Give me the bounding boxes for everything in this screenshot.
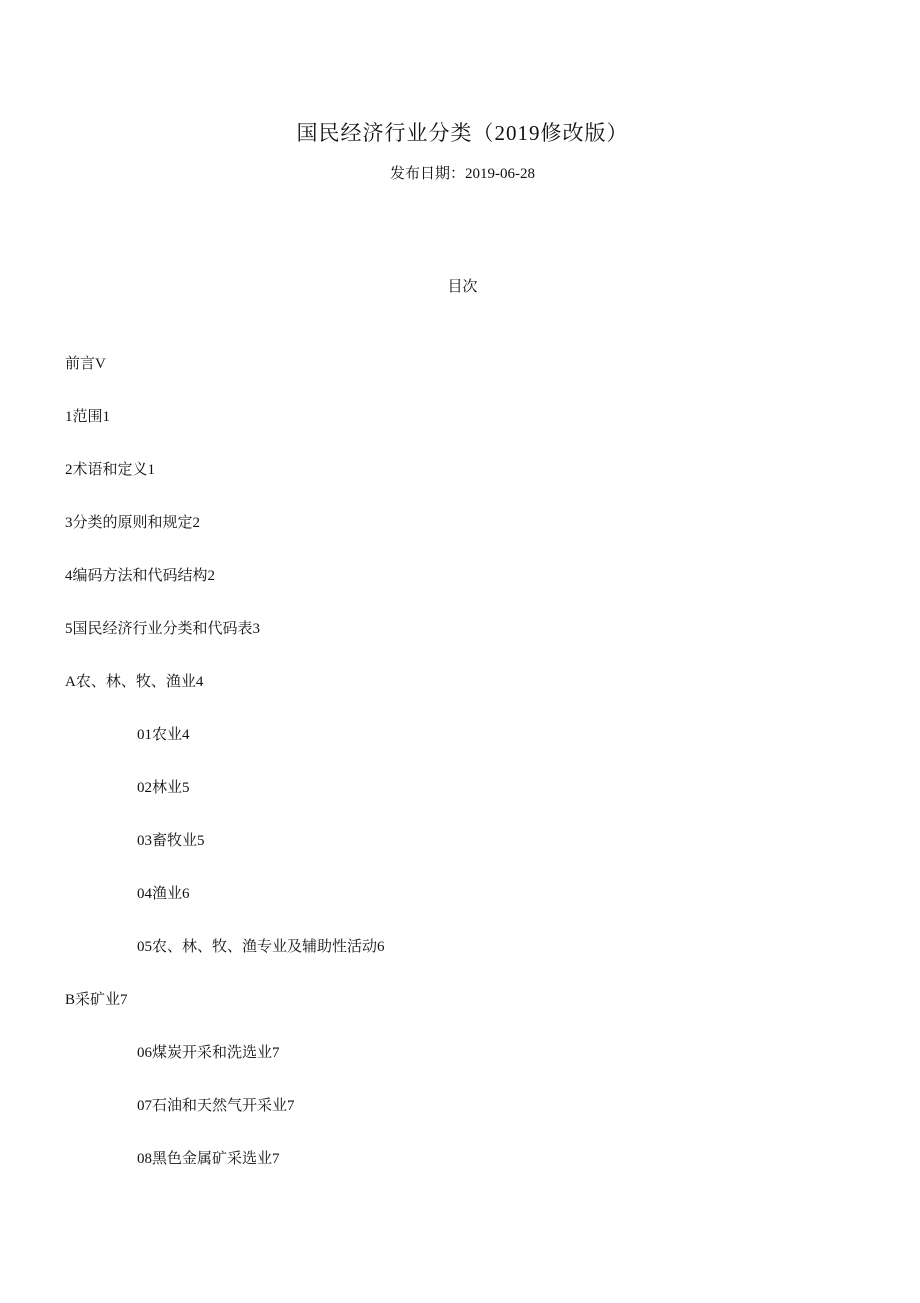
toc-entry: 4编码方法和代码结构2 [65, 568, 216, 584]
toc-list [65, 354, 860, 1169]
toc-entry: 5国民经济行业分类和代码表3 [65, 621, 261, 637]
toc-entry: 07石油和天然气开采业7 [137, 1098, 295, 1114]
toc-entry: 1范围1 [65, 409, 111, 425]
toc-entry: B采矿业7 [65, 992, 128, 1008]
toc-entry: 05农、林、牧、渔专业及辅助性活动6 [137, 939, 385, 955]
toc-entry: A农、林、牧、渔业4 [65, 674, 204, 690]
toc-entry: 06煤炭开采和洗选业7 [137, 1045, 280, 1061]
publish-date: 发布日期：2019-06-28 [390, 166, 535, 182]
toc-entry: 02林业5 [137, 780, 190, 796]
toc-entry: 03畜牧业5 [137, 833, 205, 849]
toc-entry: 前言V [65, 356, 106, 372]
toc-heading: 目次 [447, 279, 478, 295]
toc-entry: 2术语和定义1 [65, 462, 156, 478]
toc-entry: 3分类的原则和规定2 [65, 515, 201, 531]
toc-entry: 01农业4 [137, 727, 190, 743]
toc-entry: 08黑色金属矿采选业7 [137, 1151, 280, 1167]
toc-entry: 04渔业6 [137, 886, 190, 902]
document-title: 国民经济行业分类（2019修改版） [296, 121, 629, 145]
